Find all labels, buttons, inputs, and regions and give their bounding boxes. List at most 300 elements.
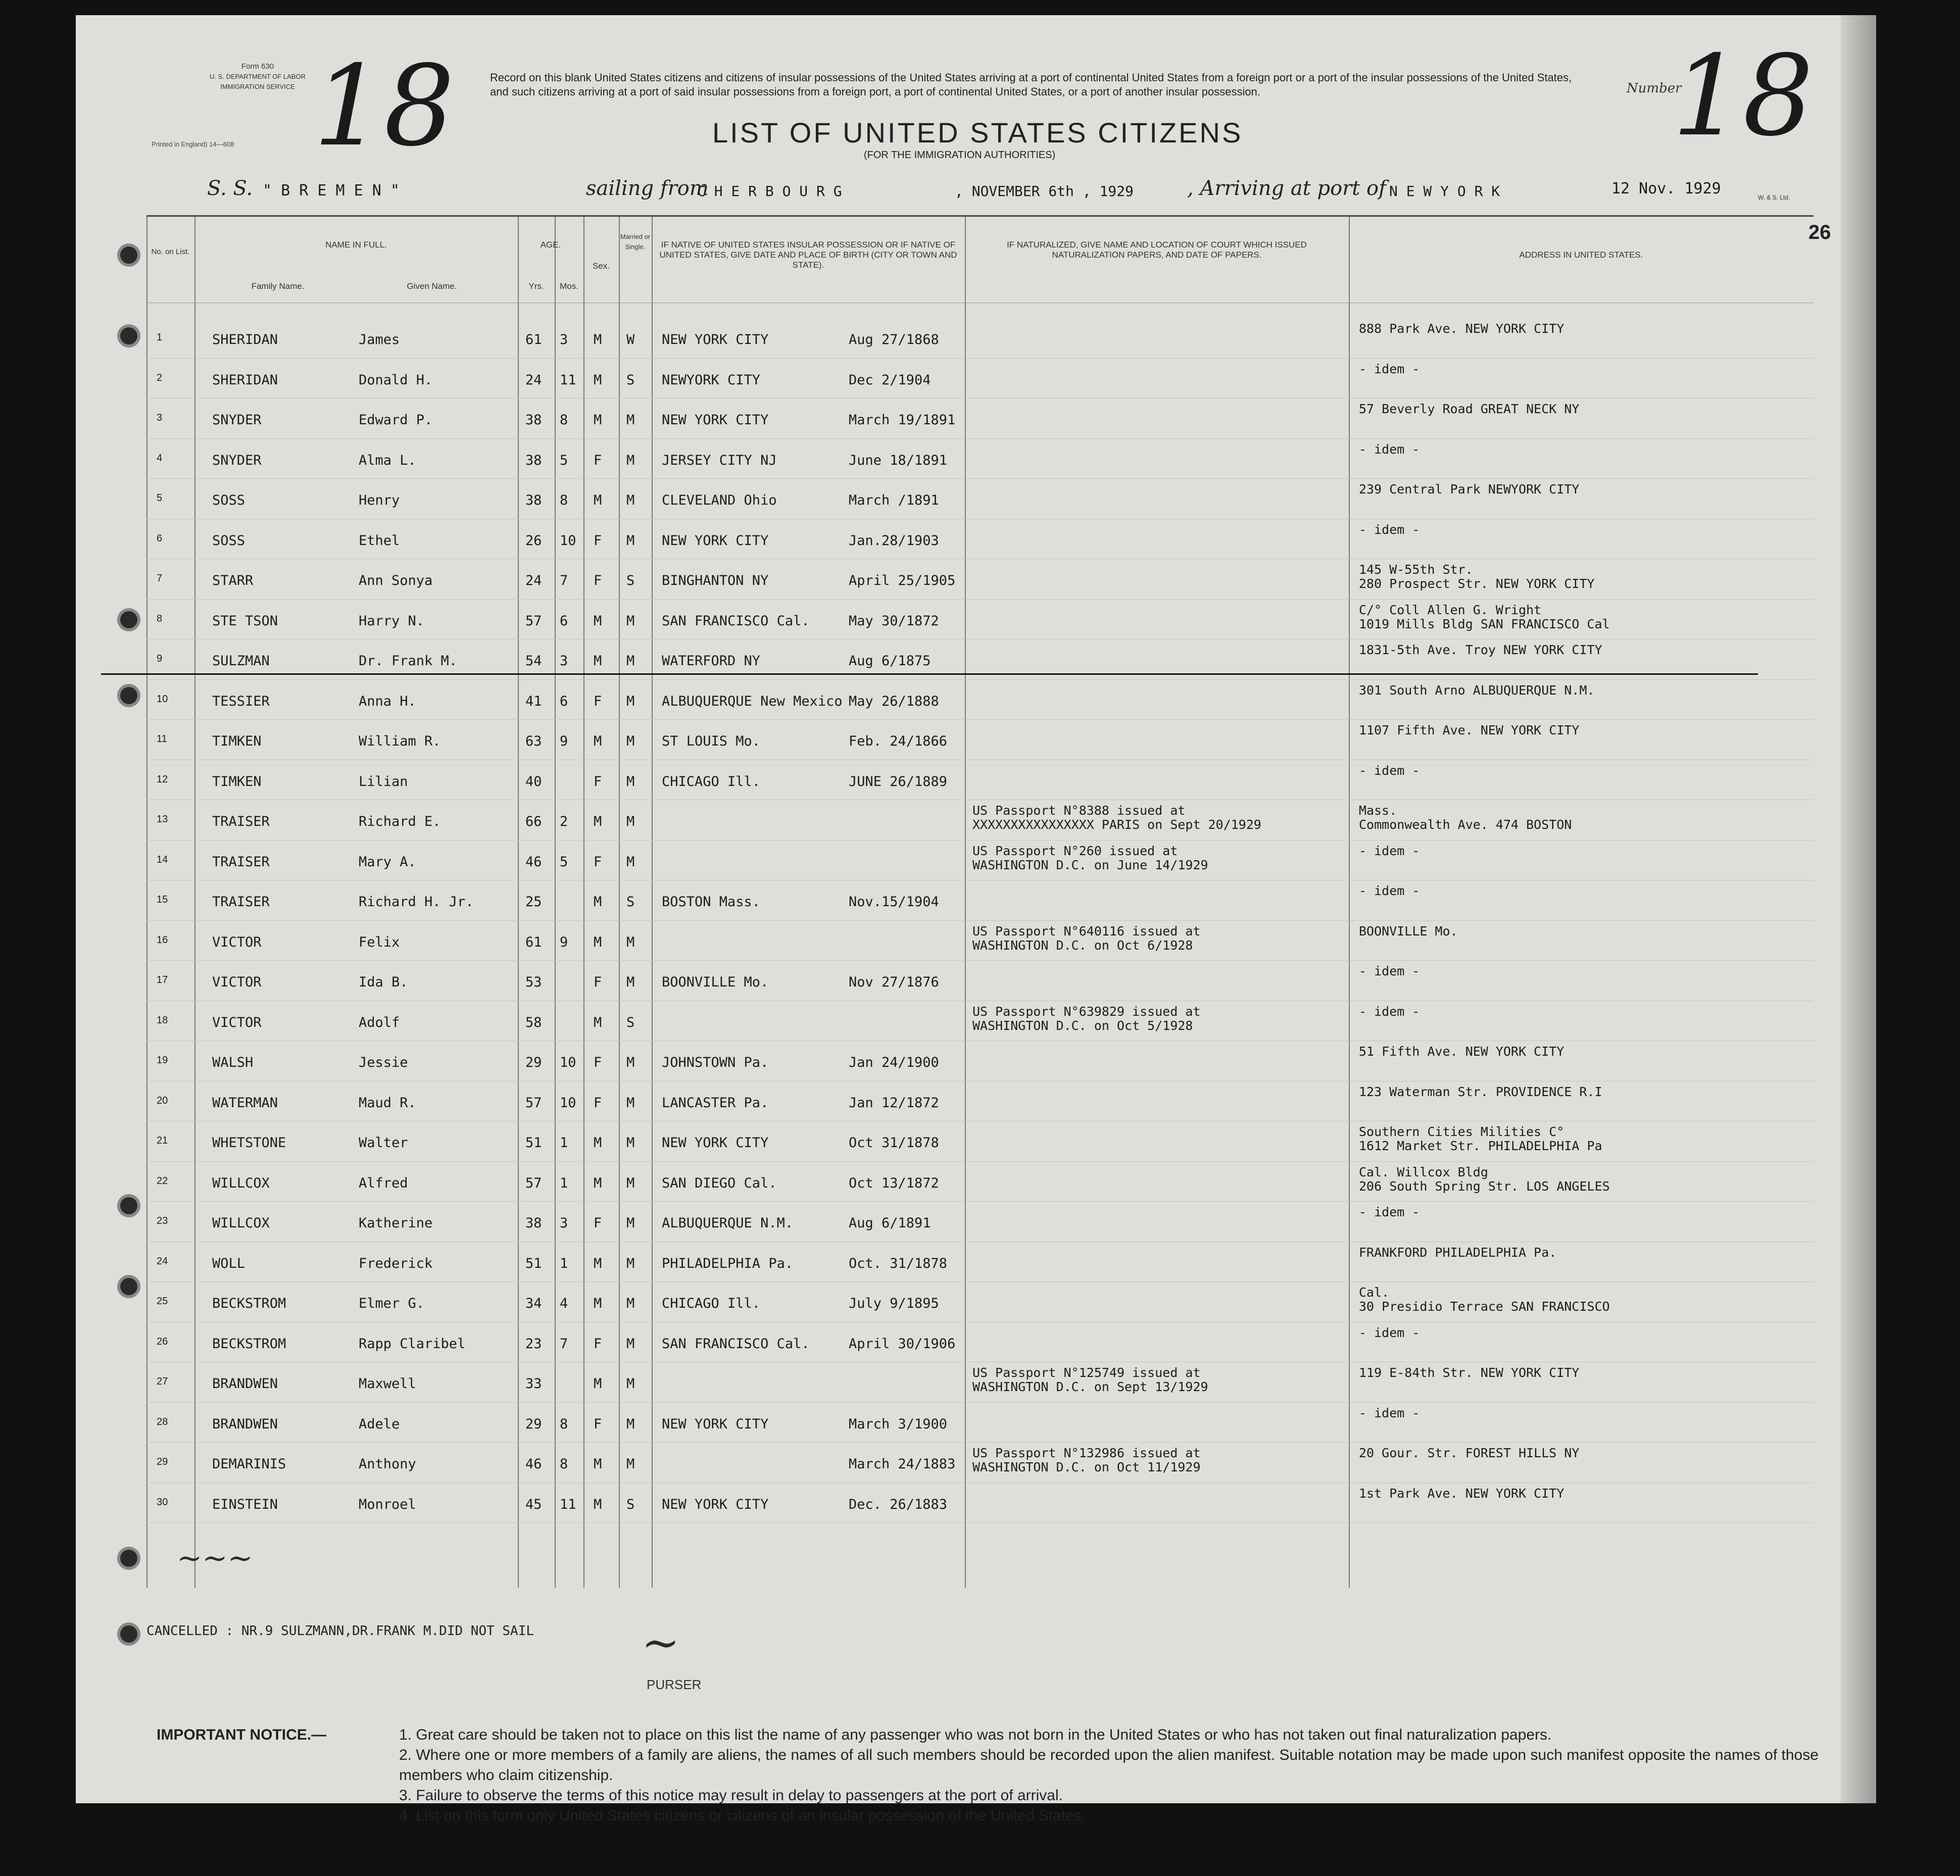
given-name: Walter — [359, 1135, 408, 1151]
binder-hole — [120, 611, 137, 628]
address: Mass. Commonwealth Ave. 474 BOSTON — [1359, 803, 1572, 832]
important-notice — [157, 1725, 1819, 1826]
address: 20 Gour. Str. FOREST HILLS NY — [1359, 1446, 1580, 1460]
given-name: Anthony — [359, 1456, 416, 1472]
age-years: 58 — [525, 1014, 542, 1030]
row-number: 27 — [157, 1376, 168, 1387]
family-name: WALSH — [212, 1055, 254, 1070]
birth-date: Nov 27/1876 — [849, 974, 939, 990]
notice-label: IMPORTANT NOTICE.— — [157, 1726, 327, 1743]
birth-date: Jan.28/1903 — [849, 532, 939, 549]
birth-place: NEW YORK CITY — [662, 1135, 769, 1151]
birth-date: Nov.15/1904 — [849, 894, 939, 910]
sex: M — [594, 1496, 602, 1512]
row-number: 11 — [157, 733, 167, 745]
age-months: 1 — [560, 1175, 568, 1191]
sex: F — [594, 573, 602, 588]
sex: M — [594, 894, 602, 910]
age-months: 8 — [560, 1416, 568, 1432]
row-number: 5 — [157, 492, 163, 504]
binder-hole — [120, 1550, 137, 1567]
sex: M — [594, 613, 602, 629]
address: Cal. 30 Presidio Terrace SAN FRANCISCO — [1359, 1285, 1610, 1314]
purser-signature: ∼ — [642, 1616, 680, 1669]
row-number: 8 — [157, 613, 163, 624]
given-name: Ida B. — [359, 974, 408, 990]
birth-date: March 19/1891 — [849, 412, 956, 428]
address: - idem - — [1359, 1205, 1420, 1219]
family-name: STARR — [212, 573, 254, 588]
table-row — [146, 1402, 1814, 1444]
table-row — [146, 1442, 1814, 1484]
age-years: 54 — [525, 653, 542, 669]
col-birth: IF NATIVE OF UNITED STATES INSULAR POSSESSION OR IF NATIVE OF UNITED STATES, GIVE DATE AND PLACE OF BIRTH (CITY OR TOWN AND STATE). — [659, 240, 957, 270]
marital-status: M — [626, 773, 635, 789]
sex: F — [594, 1055, 602, 1070]
family-name: WHETSTONE — [212, 1135, 286, 1151]
binder-hole — [120, 1625, 137, 1643]
table-row — [146, 559, 1814, 600]
row-number: 7 — [157, 573, 163, 584]
col-no: No. on List. — [151, 248, 190, 256]
marital-status: M — [626, 693, 635, 709]
age-years: 26 — [525, 532, 542, 549]
sex: F — [594, 974, 602, 990]
given-name: Alfred — [359, 1175, 408, 1191]
strikethrough-line — [101, 673, 1758, 675]
binder-hole — [120, 246, 137, 264]
family-name: TIMKEN — [212, 773, 262, 789]
address: 51 Fifth Ave. NEW YORK CITY — [1359, 1044, 1564, 1059]
age-years: 57 — [525, 1095, 542, 1111]
family-name: DEMARINIS — [212, 1456, 286, 1472]
page-subtitle: (FOR THE IMMIGRATION AUTHORITIES) — [864, 150, 1056, 161]
family-name: WOLL — [212, 1255, 246, 1271]
sex: M — [594, 1456, 602, 1472]
col-mos: Mos. — [560, 281, 578, 291]
birth-place: CHICAGO Ill. — [662, 773, 761, 789]
marital-status: M — [626, 814, 635, 829]
sex: F — [594, 773, 602, 789]
family-name: SNYDER — [212, 412, 262, 428]
row-number: 26 — [157, 1336, 168, 1347]
given-name: Donald H. — [359, 372, 433, 388]
given-name: Edward P. — [359, 412, 433, 428]
row-number: 30 — [157, 1496, 168, 1508]
marital-status: M — [626, 854, 635, 870]
sex: M — [594, 372, 602, 388]
row-number: 25 — [157, 1296, 168, 1307]
naturalization: US Passport N°640116 issued at WASHINGTON D.C. on Oct 6/1928 — [972, 923, 1201, 953]
given-name: Alma L. — [359, 452, 416, 468]
given-name: Maud R. — [359, 1095, 416, 1111]
arrival-port: N E W Y O R K — [1389, 183, 1500, 200]
birth-place: NEW YORK CITY — [662, 332, 769, 348]
table-row — [146, 1242, 1814, 1283]
age-months: 2 — [560, 814, 568, 829]
age-years: 46 — [525, 854, 542, 870]
row-number: 22 — [157, 1175, 168, 1187]
given-name: Frederick — [359, 1255, 433, 1271]
address: 119 E-84th Str. NEW YORK CITY — [1359, 1365, 1580, 1380]
marital-status: M — [626, 1456, 635, 1472]
table-row — [146, 1081, 1814, 1122]
col-given-name: Given Name. — [407, 281, 457, 291]
address: 1831-5th Ave. Troy NEW YORK CITY — [1359, 643, 1602, 657]
given-name: Elmer G. — [359, 1296, 425, 1311]
age-months: 4 — [560, 1296, 568, 1311]
birth-date: Aug 27/1868 — [849, 332, 939, 348]
birth-place: ST LOUIS Mo. — [662, 733, 761, 749]
naturalization: US Passport N°639829 issued at WASHINGTON D.C. on Oct 5/1928 — [972, 1004, 1201, 1033]
address: - idem - — [1359, 361, 1420, 376]
birth-place: ALBUQUERQUE N.M. — [662, 1215, 794, 1231]
sex: F — [594, 1095, 602, 1111]
age-months: 7 — [560, 573, 568, 588]
family-name: VICTOR — [212, 1014, 262, 1030]
birth-place: SAN DIEGO Cal. — [662, 1175, 777, 1191]
age-years: 57 — [525, 1175, 542, 1191]
list-number-handwritten: 18 — [313, 41, 455, 171]
given-name: Monroel — [359, 1496, 416, 1512]
marital-status: M — [626, 1095, 635, 1111]
age-months: 11 — [560, 1496, 576, 1512]
row-number: 15 — [157, 894, 168, 905]
address: Cal. Willcox Bldg 206 South Spring Str. LOS ANGELES — [1359, 1164, 1610, 1194]
age-years: 45 — [525, 1496, 542, 1512]
birth-place: NEW YORK CITY — [662, 412, 769, 428]
family-name: TRAISER — [212, 814, 270, 829]
address: FRANKFORD PHILADELPHIA Pa. — [1359, 1245, 1557, 1260]
marital-status: M — [626, 653, 635, 669]
age-years: 51 — [525, 1135, 542, 1151]
row-number: 3 — [157, 412, 163, 423]
given-name: Dr. Frank M. — [359, 653, 458, 669]
birth-date: March 24/1883 — [849, 1456, 956, 1472]
sex: M — [594, 934, 602, 950]
sex: M — [594, 1135, 602, 1151]
given-name: James — [359, 332, 400, 348]
age-years: 66 — [525, 814, 542, 829]
age-years: 23 — [525, 1336, 542, 1352]
row-number: 1 — [157, 332, 163, 343]
birth-place: PHILADELPHIA Pa. — [662, 1255, 794, 1271]
age-years: 53 — [525, 974, 542, 990]
col-sex: Sex. — [592, 261, 610, 271]
address: 888 Park Ave. NEW YORK CITY — [1359, 321, 1564, 336]
marital-status: M — [626, 492, 635, 508]
birth-place: CHICAGO Ill. — [662, 1296, 761, 1311]
birth-date: May 26/1888 — [849, 693, 939, 709]
row-number: 29 — [157, 1456, 168, 1467]
marital-status: M — [626, 1215, 635, 1231]
row-number: 9 — [157, 653, 163, 664]
col-family-name: Family Name. — [251, 281, 305, 291]
given-name: Maxwell — [359, 1376, 416, 1392]
age-years: 29 — [525, 1416, 542, 1432]
arriving-label: , Arriving at port of — [1187, 177, 1386, 200]
birth-date: March /1891 — [849, 492, 939, 508]
address: - idem - — [1359, 522, 1420, 537]
age-years: 33 — [525, 1376, 542, 1392]
family-name: SHERIDAN — [212, 332, 278, 348]
table-row — [146, 920, 1814, 962]
page-title: LIST OF UNITED STATES CITIZENS — [712, 117, 1243, 149]
naturalization: US Passport N°260 issued at WASHINGTON D.C. on June 14/1929 — [972, 843, 1208, 872]
page-edge — [1841, 15, 1876, 1803]
row-number: 20 — [157, 1095, 168, 1106]
age-months: 1 — [560, 1255, 568, 1271]
age-years: 40 — [525, 773, 542, 789]
address: 1st Park Ave. NEW YORK CITY — [1359, 1486, 1564, 1501]
birth-place: CLEVELAND Ohio — [662, 492, 777, 508]
birth-place: NEW YORK CITY — [662, 532, 769, 549]
birth-date: Aug 6/1875 — [849, 653, 931, 669]
table-row — [146, 438, 1814, 480]
birth-date: JUNE 26/1889 — [849, 773, 948, 789]
family-name: TRAISER — [212, 854, 270, 870]
ship-name: " B R E M E N " — [263, 182, 400, 200]
family-name: TIMKEN — [212, 733, 262, 749]
marital-status: S — [626, 1014, 635, 1030]
page-number: 26 — [1808, 221, 1831, 243]
table-row — [146, 1362, 1814, 1403]
table-row — [146, 960, 1814, 1002]
birth-date: Oct. 31/1878 — [849, 1255, 948, 1271]
given-name: Katherine — [359, 1215, 433, 1231]
binder-hole — [120, 1278, 137, 1295]
sex: M — [594, 1296, 602, 1311]
col-naturalized: IF NATURALIZED, GIVE NAME AND LOCATION OF COURT WHICH ISSUED NATURALIZATION PAPERS, AND DATE OF PAPERS. — [1007, 240, 1307, 260]
age-months: 10 — [560, 1055, 576, 1070]
age-months: 8 — [560, 1456, 568, 1472]
address: C/° Coll Allen G. Wright 1019 Mills Bldg SAN FRANCISCO Cal — [1359, 602, 1610, 631]
family-name: WILLCOX — [212, 1215, 270, 1231]
given-name: William R. — [359, 733, 441, 749]
address: 57 Beverly Road GREAT NECK NY — [1359, 402, 1580, 416]
family-name: SULZMAN — [212, 653, 270, 669]
address: - idem - — [1359, 1325, 1420, 1340]
birth-date: May 30/1872 — [849, 613, 939, 629]
age-years: 41 — [525, 693, 542, 709]
notice-item-4: 4. List on this form only United States citizens or citizens of an insular possession of the United States. — [399, 1807, 1086, 1824]
sex: M — [594, 814, 602, 829]
table-row — [146, 318, 1814, 359]
given-name: Adele — [359, 1416, 400, 1432]
sex: M — [594, 1376, 602, 1392]
marital-status: M — [626, 733, 635, 749]
sex: M — [594, 332, 602, 348]
marital-status: M — [626, 412, 635, 428]
table-row — [146, 599, 1814, 640]
address: - idem - — [1359, 1405, 1420, 1420]
table-row — [146, 719, 1814, 761]
marital-status: S — [626, 894, 635, 910]
age-years: 38 — [525, 452, 542, 468]
sex: F — [594, 1215, 602, 1231]
birth-date: April 25/1905 — [849, 573, 956, 588]
family-name: BRANDWEN — [212, 1416, 278, 1432]
table-row — [146, 398, 1814, 439]
family-name: VICTOR — [212, 974, 262, 990]
family-name: SOSS — [212, 532, 246, 549]
age-months: 11 — [560, 372, 576, 388]
row-number: 2 — [157, 372, 163, 383]
birth-place: WATERFORD NY — [662, 653, 761, 669]
sex: F — [594, 693, 602, 709]
age-months: 3 — [560, 332, 568, 348]
age-months: 10 — [560, 532, 576, 549]
age-years: 25 — [525, 894, 542, 910]
row-number: 24 — [157, 1255, 168, 1267]
sex: M — [594, 1255, 602, 1271]
given-name: Jessie — [359, 1055, 408, 1070]
marital-status: S — [626, 372, 635, 388]
family-name: TESSIER — [212, 693, 270, 709]
address: Southern Cities Milities C° 1612 Market Str. PHILADELPHIA Pa — [1359, 1124, 1602, 1153]
age-years: 57 — [525, 613, 542, 629]
age-years: 29 — [525, 1055, 542, 1070]
notice-item-1: 1. Great care should be taken not to place on this list the name of any passenger who was not born in the United States or who has not taken out final naturalization papers. — [399, 1726, 1552, 1743]
address: 1107 Fifth Ave. NEW YORK CITY — [1359, 723, 1580, 737]
table-row — [146, 1201, 1814, 1243]
table-row — [146, 1161, 1814, 1203]
age-months: 6 — [560, 693, 568, 709]
given-name: Rapp Claribel — [359, 1336, 466, 1352]
birth-date: Aug 6/1891 — [849, 1215, 931, 1231]
marital-status: M — [626, 1416, 635, 1432]
row-number: 14 — [157, 854, 168, 865]
number-label: Number — [1627, 81, 1682, 96]
given-name: Adolf — [359, 1014, 400, 1030]
manifest-sheet — [76, 15, 1874, 1824]
address: 239 Central Park NEWYORK CITY — [1359, 482, 1580, 497]
address: - idem - — [1359, 441, 1420, 457]
birth-date: Oct 13/1872 — [849, 1175, 939, 1191]
sex: M — [594, 653, 602, 669]
age-months: 1 — [560, 1135, 568, 1151]
naturalization: US Passport N°8388 issued at XXXXXXXXXXXXXXXX PARIS on Sept 20/1929 — [972, 803, 1261, 832]
address: 145 W-55th Str. 280 Prospect Str. NEW YORK CITY — [1359, 562, 1595, 591]
row-number: 6 — [157, 532, 163, 544]
age-months: 9 — [560, 733, 568, 749]
row-number: 12 — [157, 773, 168, 785]
family-name: SOSS — [212, 492, 246, 508]
row-number: 18 — [157, 1014, 168, 1026]
table-row — [146, 1001, 1814, 1042]
marital-status: M — [626, 1296, 635, 1311]
age-months: 3 — [560, 1215, 568, 1231]
arrival-date: 12 Nov. 1929 — [1611, 180, 1721, 198]
table-row — [146, 1483, 1814, 1524]
sex: F — [594, 1336, 602, 1352]
birth-place: LANCASTER Pa. — [662, 1095, 769, 1111]
table-row — [146, 1121, 1814, 1162]
birth-date: Feb. 24/1866 — [849, 733, 948, 749]
birth-place: BOONVILLE Mo. — [662, 974, 769, 990]
given-name: Harry N. — [359, 613, 425, 629]
birth-date: Jan 24/1900 — [849, 1055, 939, 1070]
marital-status: M — [626, 1175, 635, 1191]
naturalization: US Passport N°132986 issued at WASHINGTON D.C. on Oct 11/1929 — [972, 1446, 1201, 1474]
age-years: 24 — [525, 573, 542, 588]
birth-place: SAN FRANCISCO Cal. — [662, 613, 810, 629]
sailing-from-label: sailing from — [586, 177, 709, 200]
age-years: 63 — [525, 733, 542, 749]
table-row — [146, 840, 1814, 881]
birth-place: NEW YORK CITY — [662, 1496, 769, 1512]
table-row — [146, 760, 1814, 801]
birth-date: Oct 31/1878 — [849, 1135, 939, 1151]
col-name-in-full: NAME IN FULL. — [325, 240, 387, 250]
table-row — [146, 679, 1814, 721]
marital-status: M — [626, 934, 635, 950]
address: - idem - — [1359, 883, 1420, 898]
sex: F — [594, 854, 602, 870]
marital-status: M — [626, 1135, 635, 1151]
birth-date: Jan 12/1872 — [849, 1095, 939, 1111]
binder-hole — [120, 1197, 137, 1214]
notice-item-3: 3. Failure to observe the terms of this notice may result in delay to passengers at the port of arrival. — [399, 1787, 1063, 1804]
age-months: 7 — [560, 1336, 568, 1352]
age-years: 61 — [525, 934, 542, 950]
age-years: 46 — [525, 1456, 542, 1472]
row-number: 17 — [157, 974, 168, 985]
address: 123 Waterman Str. PROVIDENCE R.I — [1359, 1084, 1602, 1099]
birth-date: April 30/1906 — [849, 1336, 956, 1352]
marital-status: W — [626, 332, 635, 348]
table-row — [146, 519, 1814, 560]
table-row — [146, 358, 1814, 400]
table-row — [146, 1322, 1814, 1363]
naturalization: US Passport N°125749 issued at WASHINGTON D.C. on Sept 13/1929 — [972, 1365, 1208, 1394]
birth-place: JOHNSTOWN Pa. — [662, 1055, 769, 1070]
birth-place: JERSEY CITY NJ — [662, 452, 777, 468]
table-row — [146, 1041, 1814, 1082]
age-years: 38 — [525, 1215, 542, 1231]
departure-port: C H E R B O U R G — [697, 183, 842, 200]
birth-place: SAN FRANCISCO Cal. — [662, 1336, 810, 1352]
given-name: Felix — [359, 934, 400, 950]
given-name: Richard H. Jr. — [359, 894, 474, 910]
age-months: 8 — [560, 492, 568, 508]
age-months: 5 — [560, 452, 568, 468]
sex: M — [594, 492, 602, 508]
given-name: Richard E. — [359, 814, 441, 829]
sex: F — [594, 452, 602, 468]
sex: F — [594, 532, 602, 549]
given-name: Ethel — [359, 532, 400, 549]
given-name: Ann Sonya — [359, 573, 433, 588]
row-number: 23 — [157, 1215, 168, 1226]
family-name: WILLCOX — [212, 1175, 270, 1191]
given-name: Mary A. — [359, 854, 416, 870]
marital-status: S — [626, 573, 635, 588]
family-name: STE TSON — [212, 613, 278, 629]
address: - idem - — [1359, 763, 1420, 778]
department: U. S. DEPARTMENT OF LABOR — [210, 73, 306, 80]
given-name: Lilian — [359, 773, 408, 789]
marital-status: M — [626, 452, 635, 468]
birth-place: NEW YORK CITY — [662, 1416, 769, 1432]
col-address: ADDRESS IN UNITED STATES. — [1519, 250, 1643, 260]
family-name: EINSTEIN — [212, 1496, 278, 1512]
address: - idem - — [1359, 964, 1420, 978]
table-row — [146, 880, 1814, 921]
birth-date: July 9/1895 — [849, 1296, 939, 1311]
handwritten-annotation: ~~~ — [177, 1541, 253, 1576]
birth-date: March 3/1900 — [849, 1416, 948, 1432]
